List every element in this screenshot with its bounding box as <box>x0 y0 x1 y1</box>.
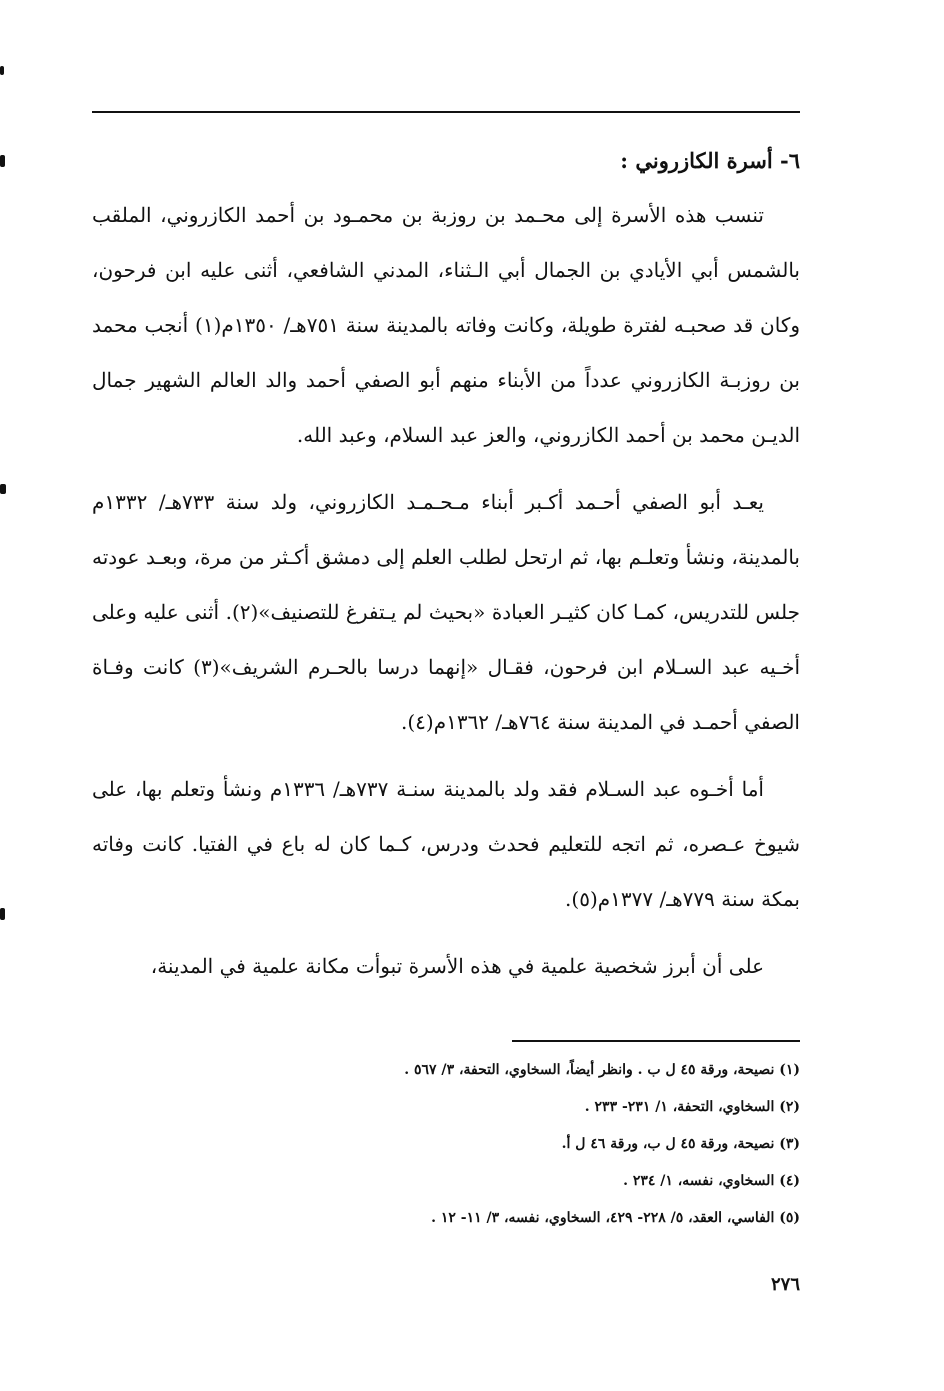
scan-edge-mark <box>0 66 4 75</box>
paragraph: أما أخـوه عبد السـلام فقد ولد بالمدينة سنـة ٧٣٧هـ/ ١٣٣٦م ونشأ وتعلم بها، على شيوخ عـصره، ثم اتجه للتعليم فحدث ودرس، كـما كان له باع في الفتيا. كانت وفاته بمكة سنة ٧٧٩هـ/ ١٣٧٧م(٥). <box>92 777 800 911</box>
footnote: (٣) نصيحة، ورقة ٤٥ ل ب، ورقة ٤٦ ل أ. <box>561 1136 800 1152</box>
scan-edge-mark <box>0 484 6 494</box>
paragraph: على أن أبرز شخصية علمية في هذه الأسرة تبوأت مكانة علمية في المدينة، <box>150 954 764 978</box>
footnote: (١) نصيحة، ورقة ٤٥ ل ب . وانظر أيضاً، السخاوي، التحفة، ٣/ ٥٦٧ . <box>404 1062 800 1078</box>
paragraph: يعـد أبو الصفي أحـمد أكـبر أبناء مـحـمـد الكازروني، ولد سنة ٧٣٣هـ/ ١٣٣٢م بالمدينة، ونشأ وتعلـم بها، ثم ارتحل لطلب العلم إلى دمشق أكـثر من مرة، وبعـد عودته جلس للتدريس، كمـا كان كثيـر العبادة «بحيث لم يـتفرغ للتصنيف»(٢). أثنى عليه وعلى أخـيه عبد السـلام ابن فرحون، فقـال «إنهما درسا بالحـرم الشريف»(٣) كانت وفـاة الصفي أحمـد في المدينة سنة ٧٦٤هـ/ ١٣٦٢م(٤). <box>92 490 800 734</box>
main-text <box>92 138 800 994</box>
footnote: (٥) الفاسي، العقد، ٥/ ٢٢٨- ٤٢٩، السخاوي، نفسه، ٣/ ١١- ١٢ . <box>431 1210 800 1226</box>
header-rule <box>92 111 800 113</box>
footnote: (٢) السخاوي، التحفة، ١/ ٢٣١- ٢٣٣ . <box>584 1099 800 1115</box>
scan-edge-mark <box>0 155 5 167</box>
scan-edge-mark <box>0 908 5 920</box>
section-heading: ٦- أسرة الكازروني : <box>620 148 800 173</box>
footnote: (٤) السخاوي، نفسه، ١/ ٢٣٤ . <box>623 1173 800 1189</box>
page-number: ٢٧٦ <box>770 1274 800 1295</box>
paragraph: تنسب هذه الأسرة إلى محـمد بن روزبة بن محمـود بن أحمد الكازروني، الملقب بالشمس أبي الأيادي بن الجمال أبي الـثناء، المدني الشافعي، أثنى عليه ابن فرحون، وكان قد صحبـه لفترة طويلة، وكانت وفاته بالمدينة سنة ٧٥١هـ/ ١٣٥٠م(١) أنجب محمد بن روزبـة الكازروني عدداً من الأبناء منهم أبو الصفي أحمد والد العالم الشهير جمال الديـن محمد بن أحمد الكازروني، والعز عبد السلام، وعبد الله. <box>92 203 800 447</box>
footnote-separator <box>512 1040 800 1042</box>
footnotes <box>92 1052 800 1237</box>
